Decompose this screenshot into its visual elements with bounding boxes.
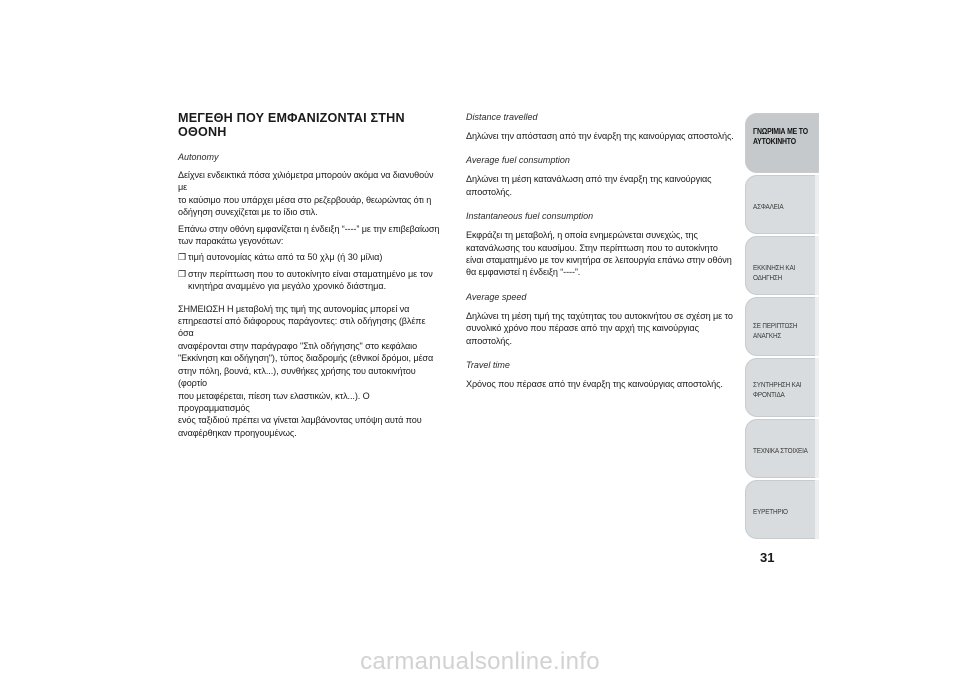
tab-label-line: ΑΥΤΟΚΙΝΗΤΟ [753,137,796,146]
bullet-text [188,268,433,293]
term-autonomy: Autonomy [178,152,219,162]
tab-label [753,127,808,147]
section-title-line: ΟΘΟΝΗ [178,124,227,139]
text-line: αποστολής. [466,335,512,346]
tab-label [753,321,808,341]
text-line: Δείχνει ενδεικτικά πόσα χιλιόμετρα μπορούν ακόμα να διανυθούν με [178,170,434,193]
entry-distance-travelled [466,112,734,142]
section-title-line: ΜΕΓΕΘΗ ΠΟΥ ΕΜΦΑΝΙΖΟΝΤΑΙ ΣΤΗΝ [178,111,405,125]
tab-label-line: ΑΣΦΑΛΕΙΑ [753,202,784,211]
text-line: ΣΗΜΕΙΩΣΗ Η μεταβολή της τιμή της αυτονομίας μπορεί να [178,303,410,314]
checkbox-bullet-icon: ❒ [178,268,187,279]
text-line: επηρεαστεί από διάφορους παράγοντες: στιλ οδήγησης (βλέπε όσα [178,316,426,339]
display-conditions-intro [178,223,440,248]
tab-getting-to-know-car[interactable] [745,113,819,173]
term-label: Instantaneous fuel consumption [466,211,594,222]
text-line: Επάνω στην οθόνη εμφανίζεται η ένδειξη “----” με την επιβεβαίωση [178,223,440,234]
text-line: το καύσιμο που υπάρχει μέσα στο ρεζερβουάρ, θεωρώντας ότι η [178,194,432,205]
tab-label [753,380,808,400]
tab-label-line: ΣΕ ΠΕΡΙΠΤΩΣΗ [753,321,798,330]
tab-label-line: ΓΝΩΡΙΜΙΑ ΜΕ ΤΟ [753,127,808,136]
text-line: των παρακάτω γεγονότων: [178,236,284,247]
note-paragraph [178,303,440,439]
text-line: αποστολής. [466,186,512,197]
text-line: κατανάλωσης του καυσίμου. Στην περίπτωση που το αυτοκίνητο [466,242,718,253]
term-label: Travel time [466,360,510,371]
tab-label-line: ΑΝΑΓΚΗΣ [753,331,782,340]
tab-index[interactable] [745,480,819,539]
left-column [178,112,440,439]
tab-label-line: ΟΔΗΓΗΣΗ [753,273,783,282]
bullet-item [178,251,440,263]
entry-travel-time [466,360,734,390]
text-line: είναι σταματημένο με τον κινητήρα σε λειτουργία επάνω στην οθόνη [466,255,732,266]
text-line: Χρόνος που πέρασε από την έναρξη της καινούργιας αποστολής. [466,379,723,390]
tab-label-line: ΕΚΚΙΝΗΣΗ ΚΑΙ [753,263,796,272]
text-line: αναφέρονται στην παράγραφο "Στιλ οδήγησης" στο κεφάλαιο [178,340,418,351]
entry-average-speed [466,292,734,347]
entry-average-fuel-consumption [466,155,734,198]
tab-maintenance-and-care[interactable] [745,358,819,417]
tab-technical-data[interactable] [745,419,819,478]
text-line: Δηλώνει την απόσταση από την έναρξη της καινούργιας αποστολής. [466,131,734,141]
tab-label [753,446,808,456]
tab-label-line: ΦΡΟΝΤΙΔΑ [753,390,785,399]
text-line: συνολικό χρόνο που πέρασε από την αρχή της καινούργιας [466,323,699,334]
bullet-item [178,268,440,293]
autonomy-description [178,169,440,219]
term-label: Average speed [466,291,527,302]
text-line: ενός ταξιδιού πρέπει να γίνεται λαμβάνοντας υπόψη αυτά που [178,415,422,426]
tab-label-line: ΕΥΡΕΤΗΡΙΟ [753,507,788,516]
watermark: carmanualsonline.info [360,648,600,675]
text-line: θα εμφανιστεί η ένδειξη “----”. [466,267,581,278]
tab-label [753,507,808,517]
tab-label-line: ΣΥΝΤΗΡΗΣΗ ΚΑΙ [753,380,802,389]
text-line: στην περίπτωση που το αυτοκίνητο είναι σταματημένο με τον [188,268,433,279]
checkbox-bullet-icon: ❒ [178,252,187,263]
term-label: Distance travelled [466,112,538,122]
text-line: Εκφράζει τη μεταβολή, η οποία ενημερώνεται συνεχώς, της [466,230,698,241]
tab-in-emergency[interactable] [745,297,819,356]
text-line: αναφέρθηκαν προηγουμένως. [178,427,297,438]
section-title [178,112,440,139]
text-line: Δηλώνει τη μέση κατανάλωση από την έναρξη της καινούργιας [466,174,712,185]
tab-label-line: ΤΕΧΝΙΚΑ ΣΤΟΙΧΕΙΑ [753,446,808,455]
text-line: Δηλώνει τη μέση τιμή της ταχύτητας του αυτοκινήτου σε σχέση με το [466,310,733,321]
term-label: Average fuel consumption [466,155,570,166]
page-number: 31 [760,550,775,565]
text-line: στην πόλη, βουνά, κτλ...), συνθήκες χρήσης του αυτοκινήτου (φορτίο [178,365,416,389]
tab-label [753,263,808,283]
tab-safety[interactable] [745,175,819,234]
entry-instantaneous-fuel-consumption [466,211,734,279]
text-line: που μεταφέρεται, πίεση των ελαστικών, κτλ...). Ο προγραμματισμός [178,390,370,413]
text-line: οδήγηση συνεχίζεται με το ίδιο στιλ. [178,207,318,218]
chapter-tabs [745,113,819,541]
text-line: κινητήρα αναμμένο για μεγάλο χρονικό διάστημα. [188,281,387,292]
text-line: "Εκκίνηση και οδήγηση"), τύπος διαδρομής (εθνικοί δρόμοι, μέσα [178,353,434,364]
right-column [466,112,734,390]
bullet-text: τιμή αυτονομίας κάτω από τα 50 χλμ (ή 30 μίλια) [188,252,383,263]
tab-starting-and-driving[interactable] [745,236,819,295]
tab-label [753,202,808,212]
